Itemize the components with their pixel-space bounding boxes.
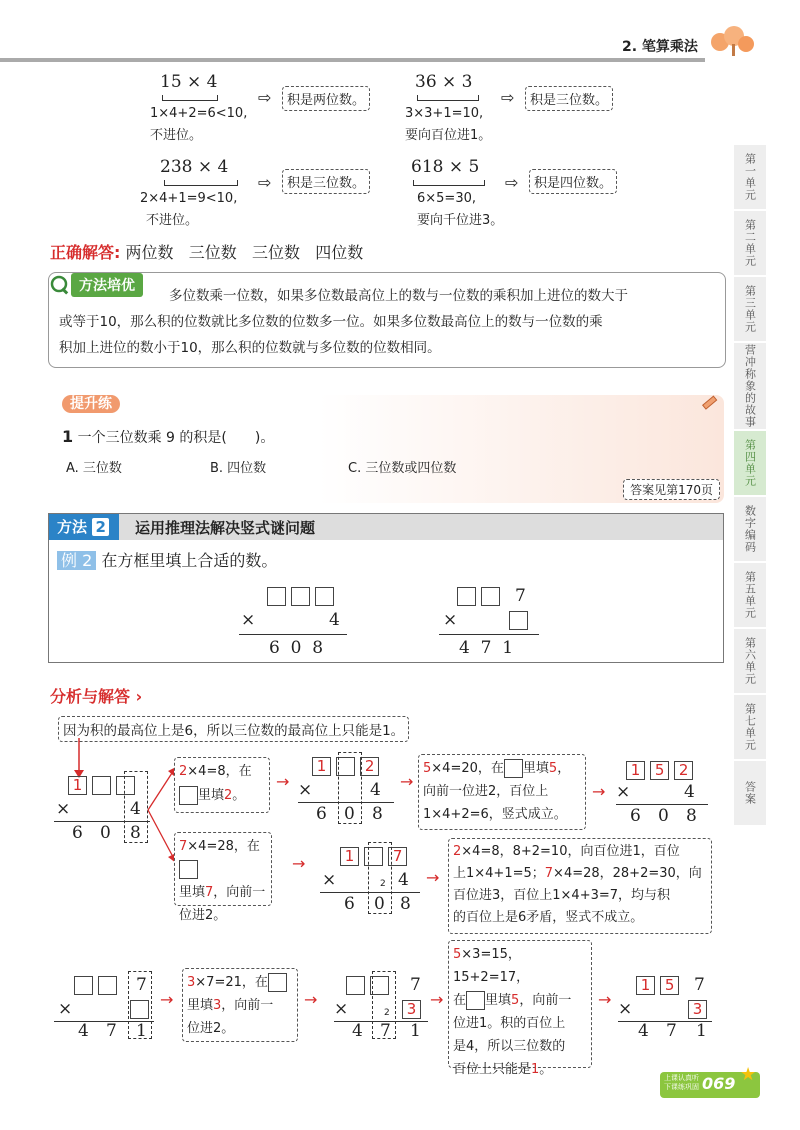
red-digit: 5 (453, 947, 462, 962)
pencil-icon (700, 393, 720, 413)
answer-reference[interactable]: 答案见第170页 (623, 479, 720, 500)
digit: 6 (344, 894, 355, 914)
step-text: 1×4+2=6，竖式成立。 (423, 807, 567, 822)
leaves-icon (708, 24, 758, 58)
arrow-down-icon (60, 738, 90, 778)
filled-box: 5 (660, 976, 679, 995)
arrow-right-icon: → (400, 772, 414, 791)
analysis-puzzle-a (54, 775, 154, 845)
header-rule (0, 58, 705, 62)
step-a1 (174, 757, 270, 813)
example-3 (140, 157, 400, 227)
analysis-result-a (616, 760, 716, 826)
method2-title: 运用推理法解决竖式谜问题 (135, 519, 316, 537)
tab-unit-2[interactable]: 第二单元 (734, 211, 766, 277)
example2-text: 在方框里填上合适的数。 (101, 551, 278, 570)
unit-tabs (734, 145, 768, 827)
tab-unit-6[interactable]: 第六单元 (734, 629, 766, 695)
blank-box[interactable] (509, 611, 528, 630)
product: 4 7 1 (459, 638, 514, 658)
page-badge (660, 1064, 760, 1098)
tab-unit-1[interactable]: 第一单元 (734, 145, 766, 211)
question-number: 1 (62, 427, 74, 446)
digit: 7 (136, 975, 147, 995)
digit: 6 (316, 804, 327, 824)
answer-values: 两位数 三位数 三位数 四位数 (125, 243, 364, 262)
example-result: 积是三位数。 (282, 169, 370, 194)
red-digit: 7 (205, 885, 214, 900)
step-text: 位进1。积的百位上 (453, 1016, 566, 1031)
arrow-right-icon: ⇨ (258, 173, 272, 192)
magnifier-icon (49, 274, 71, 296)
example-2 (405, 72, 665, 142)
step-text: ×3=15，15+2=17， (453, 947, 530, 985)
arrow-right-icon: → (304, 990, 318, 1009)
practice-header (62, 393, 120, 413)
step-text: ×4=28，在 (187, 839, 260, 854)
arrow-right-icon: → (160, 990, 174, 1009)
example2-tag: 例 2 (57, 551, 96, 570)
analysis-puzzle-c (54, 975, 154, 1041)
digit: 6 (630, 806, 641, 826)
step-text: ×7=21，在 (195, 975, 268, 990)
times-sign: × (58, 999, 73, 1019)
top-digit: 7 (515, 586, 526, 606)
step-text: 里填 (179, 885, 206, 900)
step-b1 (174, 832, 272, 923)
arrow-right-icon: → (292, 854, 306, 873)
digit: 4 (78, 1021, 89, 1041)
times-sign: × (618, 999, 633, 1019)
filled-box: 1 (312, 757, 331, 776)
digit: 0 (658, 806, 669, 826)
puzzle-2-boxes (457, 586, 500, 606)
example-reason: 1×4+2=6<10, (150, 106, 248, 121)
method2-number: 2 (92, 518, 109, 536)
multiplier: 4 (329, 610, 340, 630)
bracket (413, 180, 485, 186)
digit: 4 (130, 799, 141, 819)
digit: 8 (400, 894, 411, 914)
slogan-line: 下课练巩固 (664, 1083, 699, 1091)
option-a[interactable]: A. 三位数 (66, 461, 122, 476)
carry-digit: 2 (384, 1008, 390, 1018)
example-reason: 3×3+1=10, (405, 106, 484, 121)
filled-box: 1 (340, 847, 359, 866)
digit: 8 (130, 823, 141, 843)
option-c[interactable]: C. 三位数或四位数 (348, 461, 457, 476)
red-digit: 2 (224, 788, 233, 803)
blank-box[interactable] (481, 587, 500, 606)
method-tip-line: 或等于10，那么积的位数就比多位数的位数多一位。如果多位数最高位上的数与一位数的乘 (59, 314, 603, 330)
tab-unit-4[interactable]: 第四单元 (734, 431, 766, 497)
answer-label: 正确解答 (50, 243, 115, 262)
blank-box[interactable] (130, 1000, 149, 1019)
step-text: 位进2。 (179, 908, 227, 923)
arrow-right-icon: ⇨ (505, 173, 519, 192)
filled-box: 7 (388, 847, 407, 866)
digit: 4 (398, 870, 409, 890)
red-digit: 3 (187, 975, 196, 990)
step-c2 (448, 940, 592, 1077)
arrow-right-icon: → (598, 990, 612, 1009)
step-b2 (448, 838, 712, 934)
step-text: 里填 (198, 788, 225, 803)
step-text: 向前一位进2，百位上 (423, 784, 549, 799)
method2-tag-text: 方法 (57, 518, 88, 536)
digit: 4 (638, 1021, 649, 1041)
filled-box: 3 (688, 1000, 707, 1019)
digit: 7 (666, 1021, 677, 1041)
step-a2 (418, 754, 586, 830)
red-digit: 5 (423, 761, 432, 776)
arrow-right-icon: → (276, 772, 290, 791)
bracket (164, 180, 238, 186)
example-result: 积是两位数。 (282, 86, 370, 111)
digit: 6 (72, 823, 83, 843)
rule (239, 634, 347, 635)
example-expression: 238 × 4 (160, 157, 229, 177)
practice-label: 提升练 (62, 395, 120, 413)
example-1 (150, 72, 400, 142)
times-sign: × (334, 999, 349, 1019)
analysis-puzzle-c2 (334, 975, 434, 1041)
filled-box: 2 (360, 757, 379, 776)
arrow-right-icon: → (592, 782, 606, 801)
step-text: 的百位上是6矛盾，竖式不成立。 (453, 910, 644, 925)
step-text: 里填 (522, 761, 549, 776)
analysis-label: 分析与解答 › (50, 687, 143, 706)
digit: 0 (100, 823, 111, 843)
step-text: 百位进3，百位上1×4+3=7，均与积 (453, 888, 671, 903)
product: 6 0 8 (269, 638, 324, 658)
tab-unit-7[interactable]: 第七单元 (734, 695, 766, 761)
blank-box (179, 860, 198, 879)
practice-question (62, 427, 274, 447)
example-4 (405, 157, 665, 227)
filled-box: 1 (626, 761, 645, 780)
arrow-right-icon: → (426, 868, 440, 887)
step-text: 里填 (187, 998, 214, 1013)
digit: 8 (372, 804, 383, 824)
chapter-title: 2. 笔算乘法 (622, 39, 698, 55)
blank-box[interactable] (98, 976, 117, 995)
digit: 7 (694, 975, 705, 995)
option-b[interactable]: B. 四位数 (210, 461, 267, 476)
step-text: ×4=20，在 (431, 761, 504, 776)
step-text: 在 (453, 993, 467, 1008)
step-text: 百位上只能是 (453, 1062, 532, 1077)
step-text: 是4，所以三位数的 (453, 1039, 566, 1054)
blank-box (504, 759, 523, 778)
red-digit: 5 (548, 761, 558, 776)
step-text: ，向前一 (213, 885, 266, 900)
example-expression: 15 × 4 (160, 72, 218, 92)
analysis-puzzle-a2 (298, 756, 398, 826)
puzzle-2 (439, 586, 549, 660)
red-digit: 5 (511, 993, 520, 1008)
red-digit: 2 (453, 844, 462, 859)
chapter-header (0, 0, 800, 62)
bracket (162, 95, 218, 101)
red-digit: 3 (213, 998, 222, 1013)
page-slogan (664, 1074, 699, 1092)
times-sign: × (56, 799, 71, 819)
method-tip-header (49, 273, 143, 297)
method-tip-line: 积加上进位的数小于10，那么积的位数就与多位数的位数相同。 (59, 340, 441, 356)
branch-arrows-icon (146, 765, 176, 865)
tab-unit-3[interactable]: 第三单元 (734, 277, 766, 343)
analysis-note: 因为积的最高位上是6，所以三位数的最高位上只能是1。 (58, 716, 409, 742)
step-text: ×4=8，8+2=10，向百位进1，百位 (461, 844, 680, 859)
method2-tag (49, 514, 119, 540)
analysis-puzzle-b (320, 846, 420, 916)
example-result: 积是三位数。 (525, 86, 613, 111)
blank-box (466, 991, 485, 1010)
digit: 0 (374, 894, 385, 914)
slogan-line: 上课认真听 (664, 1074, 699, 1082)
times-sign: × (616, 782, 631, 802)
tab-answers[interactable]: 答案 (734, 761, 766, 827)
step-text: 位进2。 (187, 1021, 235, 1036)
times-sign: × (322, 870, 337, 890)
method2-section (48, 513, 724, 663)
digit: 7 (106, 1021, 117, 1041)
rule (439, 634, 539, 635)
tab-story[interactable]: 营冲称象的故事 (734, 343, 766, 431)
example-reason: 6×5=30, (417, 191, 477, 206)
puzzle-1-boxes (267, 586, 334, 606)
bracket (417, 95, 479, 101)
digit: 4 (352, 1021, 363, 1041)
example-reason: 不进位。 (146, 213, 199, 228)
digit: 7 (410, 975, 421, 995)
digit: 1 (410, 1021, 421, 1041)
filled-box: 1 (68, 776, 87, 795)
red-digit: 7 (179, 839, 188, 854)
step-text: ×4=8，在 (187, 764, 252, 779)
step-text: 里填 (485, 993, 512, 1008)
tab-number-code[interactable]: 数字编码 (734, 497, 766, 563)
digit: 8 (686, 806, 697, 826)
step-text: ，向前一 (221, 998, 274, 1013)
analysis-result-c (618, 975, 718, 1041)
method-tip-line: 多位数乘一位数，如果多位数最高位上的数与一位数的乘积加上进位的数大于 (169, 288, 628, 304)
example2-row (57, 548, 277, 571)
filled-box: 1 (636, 976, 655, 995)
times-sign: × (241, 610, 256, 630)
digit: 0 (344, 804, 355, 824)
arrow-right-icon: ⇨ (501, 88, 515, 107)
step-text: ，向前一 (519, 993, 572, 1008)
tab-unit-5[interactable]: 第五单元 (734, 563, 766, 629)
digit: 4 (370, 780, 381, 800)
blank-box[interactable] (315, 587, 334, 606)
digit: 1 (696, 1021, 707, 1041)
example-expression: 36 × 3 (415, 72, 473, 92)
blank-box[interactable] (74, 976, 93, 995)
filled-box: 2 (674, 761, 693, 780)
analysis-label-text: 分析与解答 (50, 687, 131, 706)
step-c1 (182, 968, 298, 1042)
example-reason: 要向千位进3。 (417, 213, 504, 228)
correct-answer: 正确解答: 两位数 三位数 三位数 四位数 (50, 243, 364, 262)
filled-box: 5 (650, 761, 669, 780)
carry-digit: 2 (380, 879, 386, 889)
blank-box (179, 786, 198, 805)
blank-box[interactable] (92, 776, 111, 795)
red-digit: 1 (531, 1062, 540, 1077)
times-sign: × (443, 610, 458, 630)
puzzle-1 (239, 586, 349, 660)
step-text: ， (557, 761, 571, 776)
star-icon: ★ (740, 1064, 757, 1085)
arrow-right-icon: → (430, 990, 444, 1009)
red-digit: 2 (179, 764, 188, 779)
example-reason: 2×4+1=9<10, (140, 191, 238, 206)
arrow-right-icon: ⇨ (258, 88, 272, 107)
blank-box[interactable] (457, 587, 476, 606)
step-text: ×4=28，28+2=30，向 (553, 866, 702, 881)
blank-box (268, 973, 287, 992)
method2-header (49, 514, 723, 540)
digit: 4 (684, 782, 695, 802)
practice-section (48, 395, 724, 503)
digit: 1 (136, 1021, 147, 1041)
step-text: 。 (539, 1062, 553, 1077)
blank-box[interactable] (267, 587, 286, 606)
example-expression: 618 × 5 (411, 157, 480, 177)
method-tip-box (48, 272, 726, 368)
question-text: 一个三位数乘 9 的积是( )。 (77, 430, 275, 446)
example-reason: 不进位。 (150, 128, 203, 143)
blank-box[interactable] (291, 587, 310, 606)
digit: 7 (380, 1021, 391, 1041)
example-reason: 要向百位进1。 (405, 128, 492, 143)
filled-box: 3 (402, 1000, 421, 1019)
times-sign: × (298, 780, 313, 800)
step-text: 上1×4+1=5； (453, 866, 545, 881)
blank-box[interactable] (346, 976, 365, 995)
example-result: 积是四位数。 (529, 169, 617, 194)
step-text: 。 (232, 788, 246, 803)
page-number: 069 (702, 1074, 736, 1093)
red-digit: 7 (544, 866, 554, 881)
method-tip-label: 方法培优 (71, 273, 143, 297)
